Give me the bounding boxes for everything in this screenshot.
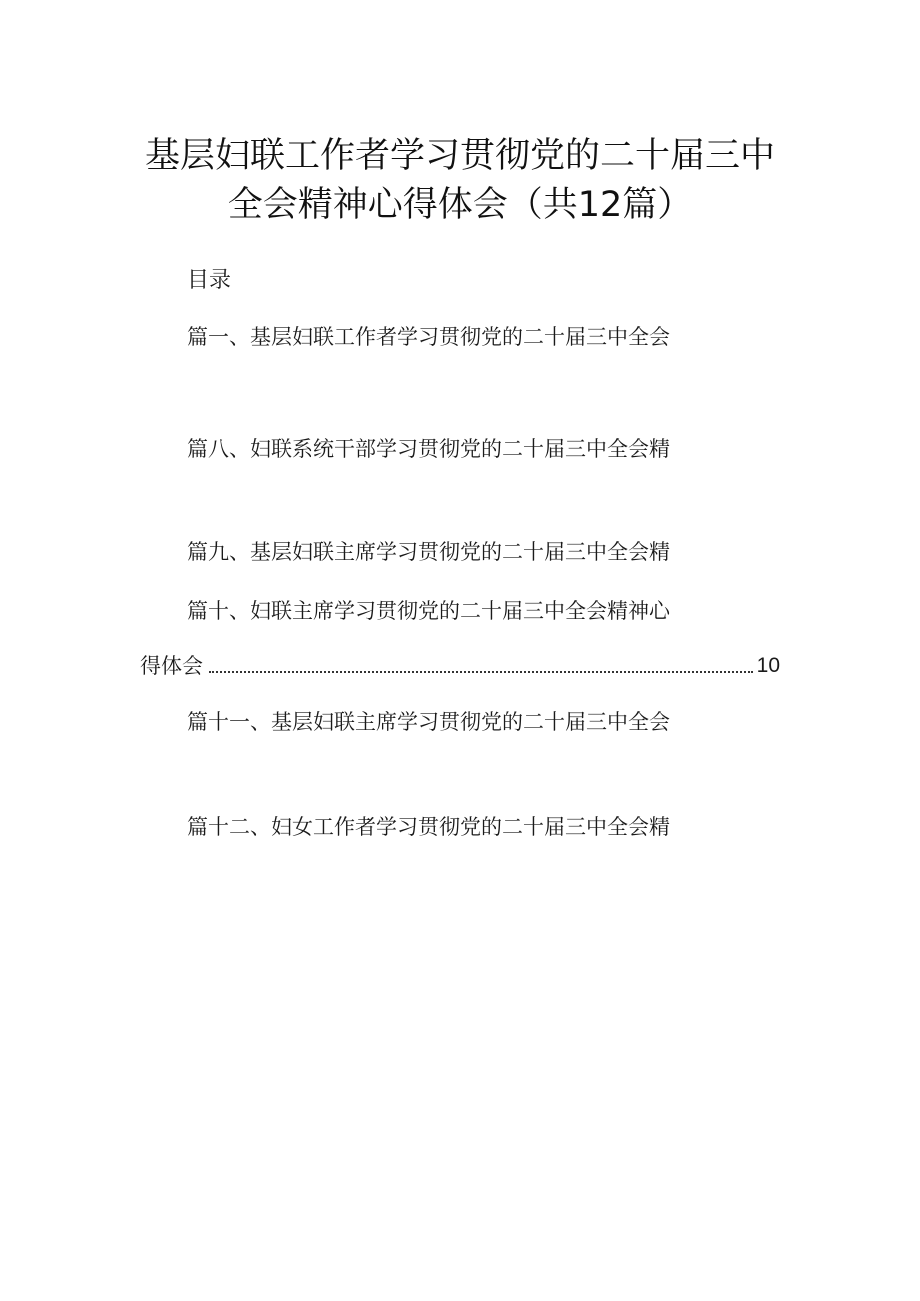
toc-entry-10[interactable]: 篇十、妇联主席学习贯彻党的二十届三中全会精神心 — [187, 599, 670, 623]
document-title-line-1: 基层妇联工作者学习贯彻党的二十届三中 — [144, 136, 775, 176]
toc-page-number: 10 — [756, 654, 780, 677]
toc-entry-1[interactable]: 篇一、基层妇联工作者学习贯彻党的二十届三中全会 — [187, 325, 670, 349]
toc-entry-10-continuation-text: 得体会 — [140, 654, 203, 678]
toc-entry-11[interactable]: 篇十一、基层妇联主席学习贯彻党的二十届三中全会 — [187, 710, 670, 734]
toc-heading: 目录 — [187, 268, 232, 293]
toc-entry-10-continuation[interactable] — [140, 651, 780, 681]
toc-entry-8[interactable]: 篇八、妇联系统干部学习贯彻党的二十届三中全会精 — [187, 437, 670, 461]
toc-entry-12[interactable]: 篇十二、妇女工作者学习贯彻党的二十届三中全会精 — [187, 815, 670, 839]
toc-entry-9[interactable]: 篇九、基层妇联主席学习贯彻党的二十届三中全会精 — [187, 540, 670, 564]
toc-dot-leader — [209, 671, 753, 673]
document-title-line-2: 全会精神心得体会（共12篇） — [227, 185, 693, 225]
